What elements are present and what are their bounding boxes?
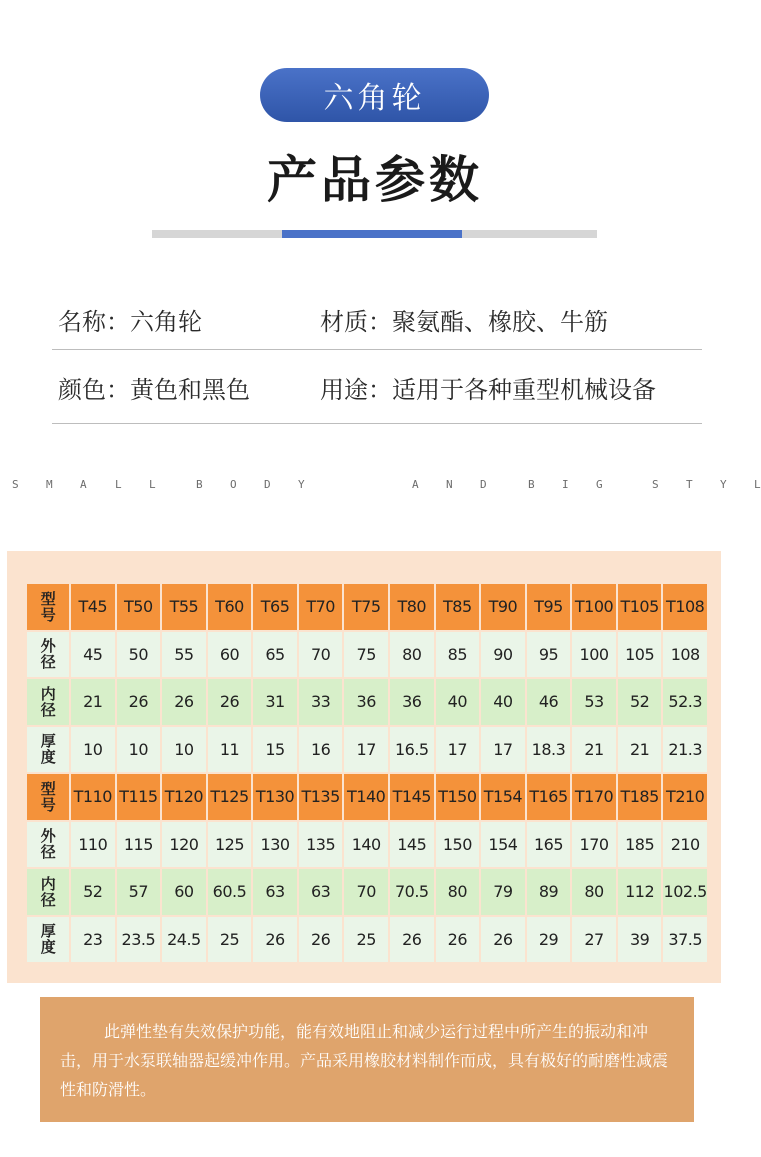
row-label-text: 厚度 <box>40 732 56 767</box>
value-cell: 95 <box>527 632 571 678</box>
row-label-thickness <box>27 727 69 773</box>
value-cell: 63 <box>253 869 297 915</box>
value-cell: 23.5 <box>117 917 161 963</box>
value-cell: 145 <box>390 822 434 868</box>
product-description: 此弹性垫有失效保护功能，能有效地阻止和减少运行过程中所产生的振动和冲击，用于水泵联轴器起缓冲作用。产品采用橡胶材料制作而成，具有极好的耐磨性减震性和防滑性。 <box>40 997 694 1122</box>
tagline-letter: S <box>652 478 659 491</box>
value-cell: 16 <box>299 727 343 773</box>
row-label-model <box>27 774 69 820</box>
value-cell: 185 <box>618 822 662 868</box>
model-cell: T90 <box>481 584 525 630</box>
value-cell: 10 <box>162 727 206 773</box>
value-cell: 100 <box>572 632 616 678</box>
model-cell: T110 <box>71 774 115 820</box>
value-cell: 26 <box>390 917 434 963</box>
value-cell: 21 <box>618 727 662 773</box>
tagline-letter: D <box>480 478 487 491</box>
value-cell: 52 <box>71 869 115 915</box>
value-cell: 26 <box>481 917 525 963</box>
value-cell: 10 <box>71 727 115 773</box>
model-cell: T108 <box>663 584 707 630</box>
value-cell: 16.5 <box>390 727 434 773</box>
value-cell: 46 <box>527 679 571 725</box>
value-cell: 26 <box>299 917 343 963</box>
value-cell: 70 <box>299 632 343 678</box>
value-cell: 130 <box>253 822 297 868</box>
value-cell: 80 <box>436 869 480 915</box>
tagline-letter: G <box>596 478 603 491</box>
model-cell: T75 <box>344 584 388 630</box>
model-cell: T140 <box>344 774 388 820</box>
value-cell: 18.3 <box>527 727 571 773</box>
value-cell: 21.3 <box>663 727 707 773</box>
value-cell: 80 <box>572 869 616 915</box>
model-cell: T60 <box>208 584 252 630</box>
model-cell: T135 <box>299 774 343 820</box>
model-cell: T210 <box>663 774 707 820</box>
tagline-letter: S <box>12 478 19 491</box>
value-cell: 89 <box>527 869 571 915</box>
model-cell: T55 <box>162 584 206 630</box>
tagline-letter: L <box>754 478 761 491</box>
model-cell: T125 <box>208 774 252 820</box>
tagline-letter: L <box>115 478 122 491</box>
page-title: 产品参数 <box>267 151 483 209</box>
value-cell: 57 <box>117 869 161 915</box>
row-label-text: 型号 <box>40 779 56 814</box>
value-cell: 39 <box>618 917 662 963</box>
value-cell: 53 <box>572 679 616 725</box>
value-cell: 52 <box>618 679 662 725</box>
info-divider-2 <box>52 423 702 424</box>
value-cell: 17 <box>481 727 525 773</box>
product-name-pill: 六角轮 <box>260 68 489 122</box>
value-cell: 50 <box>117 632 161 678</box>
value-cell: 26 <box>208 679 252 725</box>
model-cell: T80 <box>390 584 434 630</box>
value-cell: 80 <box>390 632 434 678</box>
title-divider-accent <box>282 230 462 238</box>
model-cell: T154 <box>481 774 525 820</box>
value-cell: 165 <box>527 822 571 868</box>
value-cell: 60 <box>162 869 206 915</box>
value-cell: 21 <box>71 679 115 725</box>
model-cell: T170 <box>572 774 616 820</box>
model-cell: T115 <box>117 774 161 820</box>
spec-table-panel <box>7 551 721 983</box>
value-cell: 26 <box>253 917 297 963</box>
model-cell: T45 <box>71 584 115 630</box>
value-cell: 45 <box>71 632 115 678</box>
model-cell: T130 <box>253 774 297 820</box>
model-cell: T85 <box>436 584 480 630</box>
value-cell: 25 <box>344 917 388 963</box>
info-divider-1 <box>52 349 702 350</box>
value-cell: 10 <box>117 727 161 773</box>
tagline-letter: M <box>46 478 53 491</box>
info-material: 材质：聚氨酯、橡胶、牛筋 <box>320 308 608 336</box>
tagline-letter: T <box>686 478 693 491</box>
model-cell: T100 <box>572 584 616 630</box>
value-cell: 17 <box>344 727 388 773</box>
value-cell: 36 <box>390 679 434 725</box>
value-cell: 135 <box>299 822 343 868</box>
value-cell: 15 <box>253 727 297 773</box>
row-label-inner-diameter <box>27 679 69 725</box>
value-cell: 120 <box>162 822 206 868</box>
tagline-letter: A <box>412 478 419 491</box>
row-label-text: 型号 <box>40 589 56 624</box>
value-cell: 11 <box>208 727 252 773</box>
value-cell: 65 <box>253 632 297 678</box>
model-cell: T185 <box>618 774 662 820</box>
value-cell: 115 <box>117 822 161 868</box>
value-cell: 27 <box>572 917 616 963</box>
value-cell: 24.5 <box>162 917 206 963</box>
value-cell: 33 <box>299 679 343 725</box>
tagline-letter: O <box>230 478 237 491</box>
spec-table <box>27 584 707 957</box>
tagline-letter: B <box>528 478 535 491</box>
value-cell: 55 <box>162 632 206 678</box>
value-cell: 17 <box>436 727 480 773</box>
value-cell: 37.5 <box>663 917 707 963</box>
value-cell: 150 <box>436 822 480 868</box>
value-cell: 154 <box>481 822 525 868</box>
row-label-outer-diameter <box>27 822 69 868</box>
value-cell: 36 <box>344 679 388 725</box>
value-cell: 52.3 <box>663 679 707 725</box>
model-cell: T120 <box>162 774 206 820</box>
tagline-letter: A <box>80 478 87 491</box>
row-label-text: 外径 <box>40 827 56 862</box>
value-cell: 85 <box>436 632 480 678</box>
info-name: 名称：六角轮 <box>58 308 202 336</box>
value-cell: 60.5 <box>208 869 252 915</box>
row-label-model <box>27 584 69 630</box>
value-cell: 25 <box>208 917 252 963</box>
value-cell: 21 <box>572 727 616 773</box>
value-cell: 210 <box>663 822 707 868</box>
value-cell: 108 <box>663 632 707 678</box>
model-cell: T145 <box>390 774 434 820</box>
tagline-letter: L <box>149 478 156 491</box>
tagline-letter: I <box>562 478 569 491</box>
value-cell: 102.5 <box>663 869 707 915</box>
model-cell: T70 <box>299 584 343 630</box>
value-cell: 170 <box>572 822 616 868</box>
value-cell: 105 <box>618 632 662 678</box>
row-label-outer-diameter <box>27 632 69 678</box>
value-cell: 40 <box>436 679 480 725</box>
row-label-text: 内径 <box>40 874 56 909</box>
value-cell: 79 <box>481 869 525 915</box>
value-cell: 40 <box>481 679 525 725</box>
info-color: 颜色：黄色和黑色 <box>58 376 250 404</box>
value-cell: 112 <box>618 869 662 915</box>
tagline-letter: N <box>446 478 453 491</box>
row-label-text: 厚度 <box>40 922 56 957</box>
model-cell: T95 <box>527 584 571 630</box>
tagline-letter: B <box>196 478 203 491</box>
value-cell: 125 <box>208 822 252 868</box>
row-label-text: 外径 <box>40 637 56 672</box>
tagline-letter: D <box>264 478 271 491</box>
model-cell: T50 <box>117 584 161 630</box>
value-cell: 26 <box>117 679 161 725</box>
value-cell: 26 <box>436 917 480 963</box>
title-divider <box>152 230 597 238</box>
value-cell: 140 <box>344 822 388 868</box>
model-cell: T150 <box>436 774 480 820</box>
value-cell: 60 <box>208 632 252 678</box>
value-cell: 31 <box>253 679 297 725</box>
value-cell: 26 <box>162 679 206 725</box>
tagline-letter: Y <box>298 478 305 491</box>
value-cell: 70 <box>344 869 388 915</box>
value-cell: 29 <box>527 917 571 963</box>
info-usage: 用途：适用于各种重型机械设备 <box>320 376 656 404</box>
row-label-inner-diameter <box>27 869 69 915</box>
value-cell: 70.5 <box>390 869 434 915</box>
model-cell: T65 <box>253 584 297 630</box>
value-cell: 75 <box>344 632 388 678</box>
model-cell: T105 <box>618 584 662 630</box>
row-label-thickness <box>27 917 69 963</box>
value-cell: 90 <box>481 632 525 678</box>
tagline-letter: Y <box>720 478 727 491</box>
value-cell: 63 <box>299 869 343 915</box>
row-label-text: 内径 <box>40 684 56 719</box>
model-cell: T165 <box>527 774 571 820</box>
value-cell: 110 <box>71 822 115 868</box>
value-cell: 23 <box>71 917 115 963</box>
